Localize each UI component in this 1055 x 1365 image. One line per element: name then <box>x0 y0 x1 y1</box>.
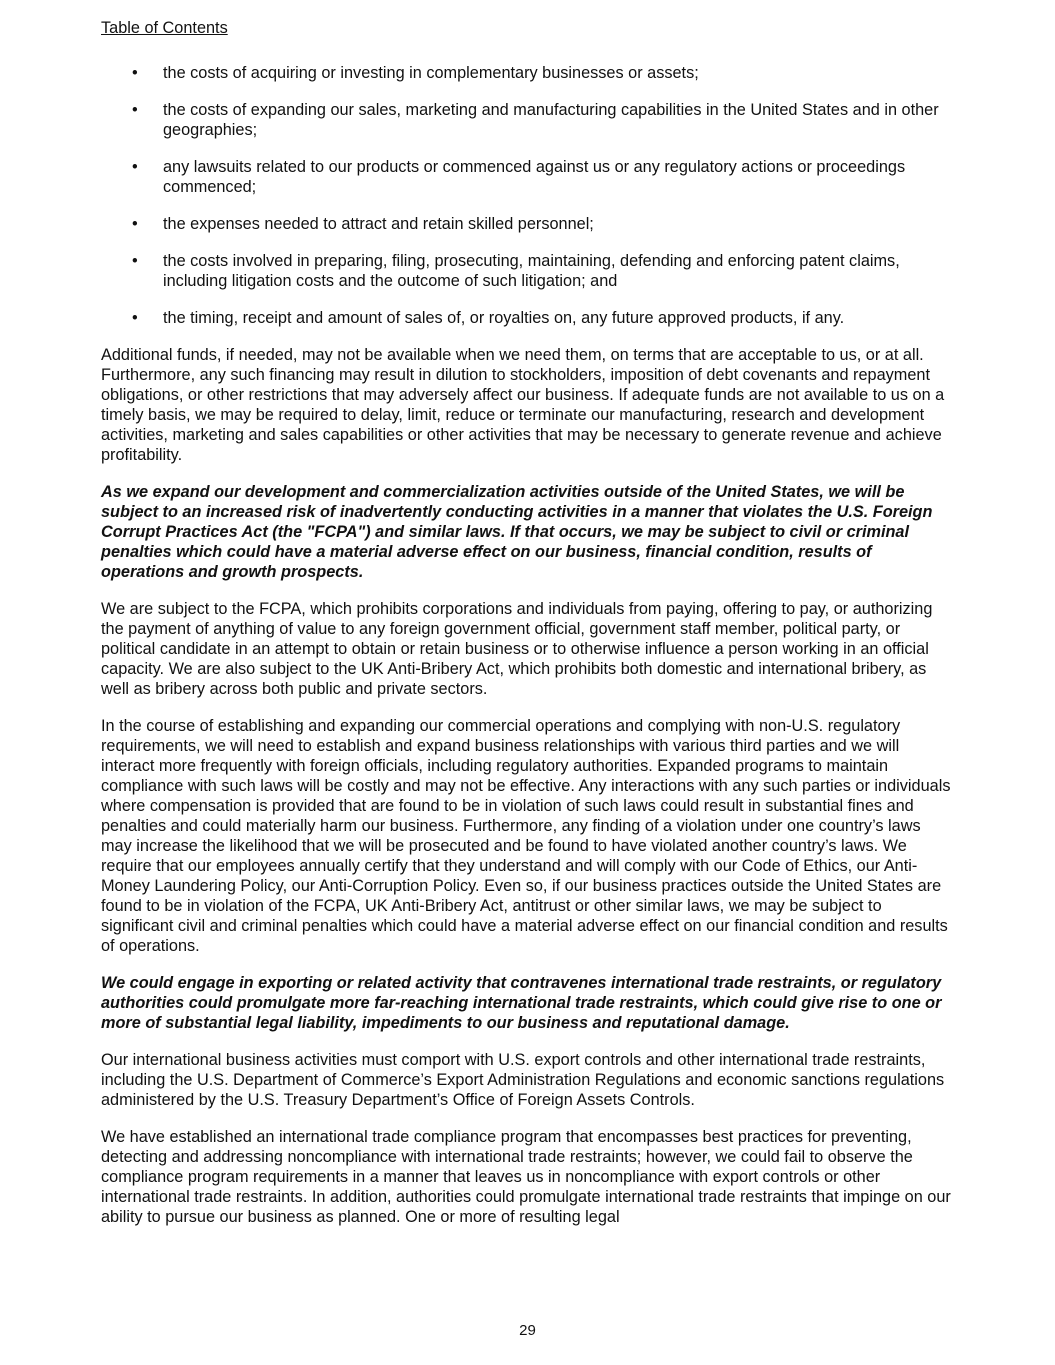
fcpa-paragraph-2: In the course of establishing and expanding our commercial operations and complying with non-U.S. regulatory requirements, we will need to establish and expand business relationships with various third parties and we will interact more frequently with foreign officials, including regulatory authorities. Expanded programs to maintain compliance with such laws will be costly and may not be effective. Any interactions with any such parties or individuals where compensation is provided that are found to be in violation of such laws could result in substantial fines and penalties and could materially harm our business. Furthermore, any finding of a violation under one country’s laws may increase the likelihood that we will be prosecuted and be found to have violated another country’s laws. We require that our employees annually certify that they understand and will comply with our Code of Ethics, our Anti-Money Laundering Policy, our Anti-Corruption Policy. Even so, if our business practices outside the United States are found to be in violation of the FCPA, UK Anti-Bribery Act, antitrust or other similar laws, we may be subject to significant civil and criminal penalties which could have a material adverse effect on our financial condition and results of operations. <box>101 717 951 955</box>
trade-paragraph-1: Our international business activities must comport with U.S. export controls and other international trade restraints, including the U.S. Department of Commerce’s Export Administration Regulations and economic sanctions regulations administered by the U.S. Treasury Department’s Office of Foreign Assets Controls. <box>101 1051 945 1109</box>
list-item <box>101 214 953 234</box>
bullet-icon: • <box>132 64 138 82</box>
list-item-text: the costs involved in preparing, filing, prosecuting, maintaining, defending and enforcing patent claims, including litigation costs and the outcome of such litigation; and <box>163 252 900 290</box>
bullet-icon: • <box>132 101 138 119</box>
trade-restraints-heading: We could engage in exporting or related activity that contravenes international trade restraints, or regulatory authorities could promulgate more far-reaching international trade restraints, which could give rise to one or more of substantial legal liability, impediments to our business and reputational damage. <box>101 974 942 1032</box>
list-item-text: the timing, receipt and amount of sales of, or royalties on, any future approved products, if any. <box>163 309 845 327</box>
list-item <box>101 63 953 83</box>
document-page <box>101 18 953 1244</box>
bullet-icon: • <box>132 215 138 233</box>
bullet-icon: • <box>132 158 138 176</box>
list-item-text: the costs of acquiring or investing in complementary businesses or assets; <box>163 64 699 82</box>
fcpa-risk-heading: As we expand our development and commercialization activities outside of the United States, we will be subject to an increased risk of inadvertently conducting activities in a manner that violates the U.S. Foreign Corrupt Practices Act (the "FCPA") and similar laws. If that occurs, we may be subject to civil or criminal penalties which could have a material adverse effect on our business, financial condition, results of operations and growth prospects. <box>101 483 933 581</box>
list-item-text: the expenses needed to attract and retain skilled personnel; <box>163 215 594 233</box>
list-item <box>101 100 953 140</box>
list-item <box>101 157 953 197</box>
additional-funds-paragraph: Additional funds, if needed, may not be available when we need them, on terms that are acceptable to us, or at all. Furthermore, any such financing may result in dilution to stockholders, imposition of debt covenants and repayment obligations, or other restrictions that may adversely affect our business. If adequate funds are not available to us on a timely basis, we may be required to delay, limit, reduce or terminate our manufacturing, research and development activities, marketing and sales capabilities or other activities that may be necessary to generate revenue and achieve profitability. <box>101 346 945 464</box>
list-item <box>101 251 953 291</box>
table-of-contents-link[interactable]: Table of Contents <box>101 19 228 37</box>
fcpa-paragraph-1: We are subject to the FCPA, which prohibits corporations and individuals from paying, offering to pay, or authorizing the payment of anything of value to any foreign government official, government staff member, political party, or political candidate in an attempt to obtain or retain business or to otherwise influence a person working in an official capacity. We are also subject to the UK Anti-Bribery Act, which prohibits both domestic and international bribery, as well as bribery across both public and private sectors. <box>101 600 933 698</box>
funding-needs-list <box>101 63 953 328</box>
trade-paragraph-2: We have established an international trade compliance program that encompasses best practices for preventing, detecting and addressing noncompliance with international trade restraints; however, we could fail to observe the compliance program requirements in a manner that leaves us in noncompliance with export controls or other international trade restraints. In addition, authorities could promulgate international trade restraints that impinge on our ability to pursue our business as planned. One or more of resulting legal <box>101 1128 951 1226</box>
bullet-icon: • <box>132 252 138 270</box>
list-item-text: the costs of expanding our sales, marketing and manufacturing capabilities in the United States and in other geographies; <box>163 101 939 139</box>
list-item <box>101 308 953 328</box>
list-item-text: any lawsuits related to our products or commenced against us or any regulatory actions or proceedings commenced; <box>163 158 906 196</box>
bullet-icon: • <box>132 309 138 327</box>
page-number: 29 <box>519 1322 536 1339</box>
